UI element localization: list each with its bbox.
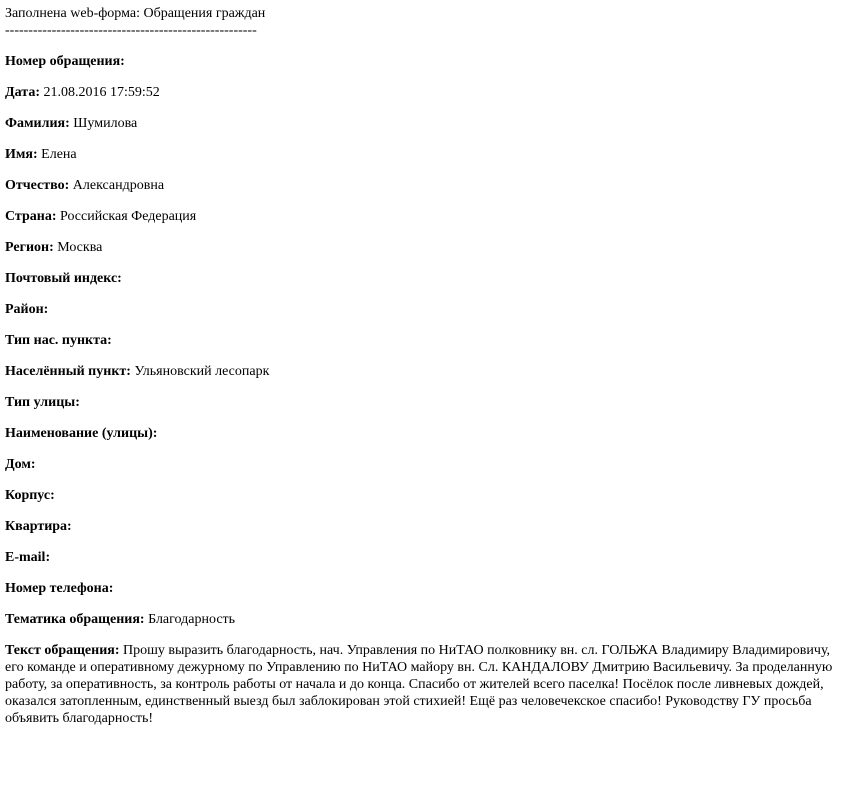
field-label: Номер обращения: — [5, 54, 125, 69]
field-postal-code — [5, 270, 841, 287]
fields-list — [5, 53, 841, 727]
field-value: 21.08.2016 17:59:52 — [43, 85, 160, 100]
field-date — [5, 84, 841, 101]
field-value: Ульяновский лесопарк — [134, 364, 270, 379]
field-label: Дом: — [5, 457, 36, 472]
separator-line: ------------------------------------------------------ — [5, 23, 257, 38]
field-label: Страна: — [5, 209, 57, 224]
field-value: Москва — [57, 240, 103, 255]
message-text: Прошу выразить благодарность, нач. Управления по НиТАО полковнику вн. сл. ГОЛЬЖА Владимиру Владимировичу, его команде и оперативному дежурному по Управлению по НиТАО майору вн. Сл. КАНДАЛОВУ Дмитрию Васильевичу. За проделанную работу, за оперативность, за контроль работы от начала и до конца. Спасибо от жителей всего пaселка! Посёлок после ливневых дождей, оказался затопленным, единственный выезд был заблокирован этой стихией! Ещё раз человечекское спасибо! Руководству ГУ просьба объявить благодарность! — [5, 643, 833, 726]
field-label: Отчество: — [5, 178, 70, 193]
field-topic — [5, 611, 841, 628]
field-phone — [5, 580, 841, 597]
field-country — [5, 208, 841, 225]
field-street-type — [5, 394, 841, 411]
field-label: Район: — [5, 302, 49, 317]
field-label: Тип улицы: — [5, 395, 80, 410]
field-house — [5, 456, 841, 473]
field-settlement — [5, 363, 841, 380]
field-street-name — [5, 425, 841, 442]
field-value: Благодарность — [148, 612, 236, 627]
field-label: Наименование (улицы): — [5, 426, 158, 441]
field-region — [5, 239, 841, 256]
field-label: Дата: — [5, 85, 40, 100]
field-apartment — [5, 518, 841, 535]
field-label: Тематика обращения: — [5, 612, 145, 627]
field-value: Шумилова — [73, 116, 138, 131]
field-label: Имя: — [5, 147, 38, 162]
field-label: Номер телефона: — [5, 581, 114, 596]
form-title: Заполнена web-форма: Обращения граждан — [5, 6, 266, 21]
field-building — [5, 487, 841, 504]
field-district — [5, 301, 841, 318]
field-request-number — [5, 53, 841, 70]
field-label: Регион: — [5, 240, 54, 255]
field-label: Населённый пункт: — [5, 364, 131, 379]
field-label: Квартира: — [5, 519, 72, 534]
field-settlement-type — [5, 332, 841, 349]
field-name — [5, 146, 841, 163]
field-label: Тип нас. пункта: — [5, 333, 112, 348]
field-value: Елена — [41, 147, 77, 162]
field-value: Александровна — [72, 178, 165, 193]
field-label: Почтовый индекс: — [5, 271, 122, 286]
field-message-text — [5, 642, 841, 727]
field-email — [5, 549, 841, 566]
field-label: Фамилия: — [5, 116, 70, 131]
field-label: Текст обращения: — [5, 643, 120, 658]
field-patronymic — [5, 177, 841, 194]
field-label: E-mail: — [5, 550, 51, 565]
field-surname — [5, 115, 841, 132]
field-label: Корпус: — [5, 488, 55, 503]
field-value: Российская Федерация — [60, 209, 197, 224]
email-body — [5, 5, 841, 727]
